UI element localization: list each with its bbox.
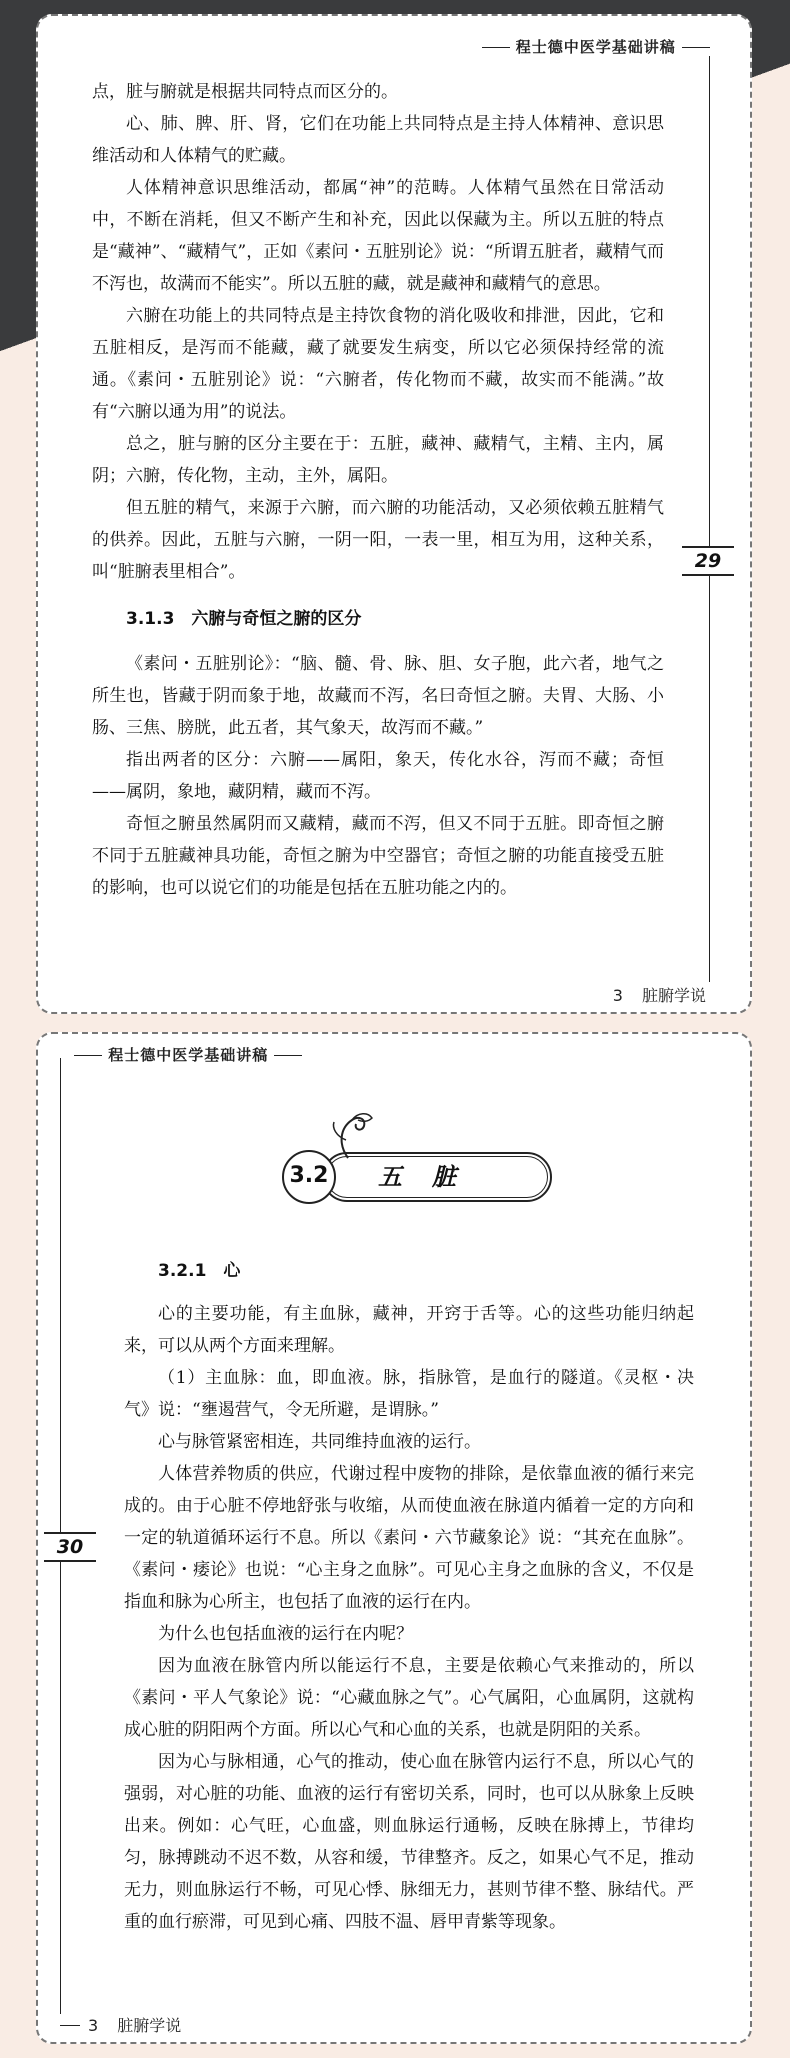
footer-rule: [60, 2025, 80, 2026]
paragraph: 但五脏的精气，来源于六腑，而六腑的功能活动，又必须依赖五脏精气的供养。因此，五脏与六腑，一阴一阳，一表一里，相互为用，这种关系，叫“脏腑表里相合”。: [92, 498, 664, 582]
running-header-title: 程士德中医学基础讲稿: [108, 1046, 269, 1064]
header-rule-right: [682, 47, 710, 48]
paragraph: 人体营养物质的供应，代谢过程中废物的排除，是依靠血液的循行来完成的。由于心脏不停地舒张与收缩，从而使血液在脉道内循着一定的方向和一定的轨道循环运行不息。所以《素问・六节藏象论》说：“其充在血脉”。《素问・痿论》也说：“心主身之血脉”。可见心主身之血脉的含义，不仅是指血和脉为心所主，也包括了血液的运行在内。: [124, 1464, 694, 1612]
running-header-title: 程士德中医学基础讲稿: [515, 38, 676, 56]
footer-chapter-number: 3: [612, 986, 623, 1005]
header-rule-right: [274, 1055, 302, 1056]
paragraph: 心、肺、脾、肝、肾，它们在功能上共同特点是主持人体精神、意识思维活动和人体精气的贮藏。: [92, 114, 664, 166]
book-page-30: [36, 1032, 752, 2044]
section-heading: 3.1.3 六腑与奇恒之腑的区分: [126, 609, 362, 629]
page-body: [92, 76, 664, 904]
section-title-badge: [282, 1110, 560, 1210]
section-number: 3.2: [282, 1150, 336, 1204]
paragraph: 指出两者的区分：六腑——属阳，象天，传化水谷，泻而不藏；奇恒——属阴，象地，藏阴精，藏而不泻。: [92, 750, 664, 802]
footer-chapter-title: 脏腑学说: [117, 2016, 182, 2035]
running-header: [482, 36, 710, 57]
header-rule-left: [74, 1055, 102, 1056]
footer-chapter-number: 3: [88, 2016, 99, 2035]
paragraph: 心与脉管紧密相连，共同维持血液的运行。: [158, 1432, 481, 1452]
paragraph: 总之，脏与腑的区分主要在于：五脏，藏神、藏精气，主精、主内，属阴；六腑，传化物，主动，主外，属阳。: [92, 434, 664, 486]
page-footer: [88, 2013, 181, 2036]
paragraph: 点，脏与腑就是根据共同特点而区分的。: [92, 82, 398, 102]
section-title: 五脏: [378, 1162, 486, 1191]
paragraph: 心的主要功能，有主血脉，藏神，开窍于舌等。心的这些功能归纳起来，可以从两个方面来理解。: [124, 1304, 694, 1356]
footer-chapter-title: 脏腑学说: [641, 986, 706, 1005]
paragraph: 《素问・五脏别论》：“脑、髓、骨、脉、胆、女子胞，此六者，地气之所生也，皆藏于阴而象于地，故藏而不泻，名曰奇恒之腑。夫胃、大肠、小肠、三焦、膀胱，此五者，其气象天，故泻而不藏。”: [92, 654, 664, 738]
book-page-29: [36, 14, 752, 1014]
paragraph: 奇恒之腑虽然属阴而又藏精，藏而不泻，但又不同于五脏。即奇恒之腑不同于五脏藏神具功能，奇恒之腑为中空器官；奇恒之腑的功能直接受五脏的影响，也可以说它们的功能是包括在五脏功能之内的。: [92, 814, 664, 898]
section-heading: 3.2.1 心: [158, 1261, 241, 1281]
header-rule-left: [482, 47, 510, 48]
page-body: [124, 1256, 694, 1938]
page-footer: [613, 983, 706, 1006]
paragraph: 因为心与脉相通，心气的推动，使心血在脉管内运行不息，所以心气的强弱，对心脏的功能、血液的运行有密切关系，同时，也可以从脉象上反映出来。例如：心气旺，心血盛，则血脉运行通畅，反映在脉搏上，节律均匀，脉搏跳动不迟不数，从容和缓，节律整齐。反之，如果心气不足，推动无力，则血脉运行不畅，可见心悸、脉细无力，甚则节律不整、脉结代。严重的血行瘀滞，可见到心痛、四肢不温、唇甲青紫等现象。: [124, 1752, 694, 1932]
paragraph: （1）主血脉：血，即血液。脉，指脉管，是血行的隧道。《灵枢・决气》说：“壅遏营气，令无所避，是谓脉。”: [124, 1368, 694, 1420]
page-frame-line: [709, 56, 710, 982]
paragraph: 因为血液在脉管内所以能运行不息，主要是依赖心气来推动的，所以《素问・平人气象论》说：“心藏血脉之气”。心气属阳，心血属阴，这就构成心脏的阴阳两个方面。所以心气和心血的关系，也就是阴阳的关系。: [124, 1656, 694, 1740]
page-number: 29: [682, 546, 734, 576]
paragraph: 六腑在功能上的共同特点是主持饮食物的消化吸收和排泄，因此，它和五脏相反，是泻而不能藏，藏了就要发生病变，所以它必须保持经常的流通。《素问・五脏别论》说：“六腑者，传化物而不藏，故实而不能满。”故有“六腑以通为用”的说法。: [92, 306, 664, 422]
paragraph: 为什么也包括血液的运行在内呢？: [158, 1624, 413, 1644]
paragraph: 人体精神意识思维活动，都属“神”的范畴。人体精气虽然在日常活动中，不断在消耗，但又不断产生和补充，因此以保藏为主。所以五脏的特点是“藏神”、“藏精气”，正如《素问・五脏别论》说：“所谓五脏者，藏精气而不泻也，故满而不能实”。所以五脏的藏，就是藏神和藏精气的意思。: [92, 178, 664, 294]
page-number: 30: [44, 1532, 96, 1562]
running-header: [74, 1044, 302, 1065]
